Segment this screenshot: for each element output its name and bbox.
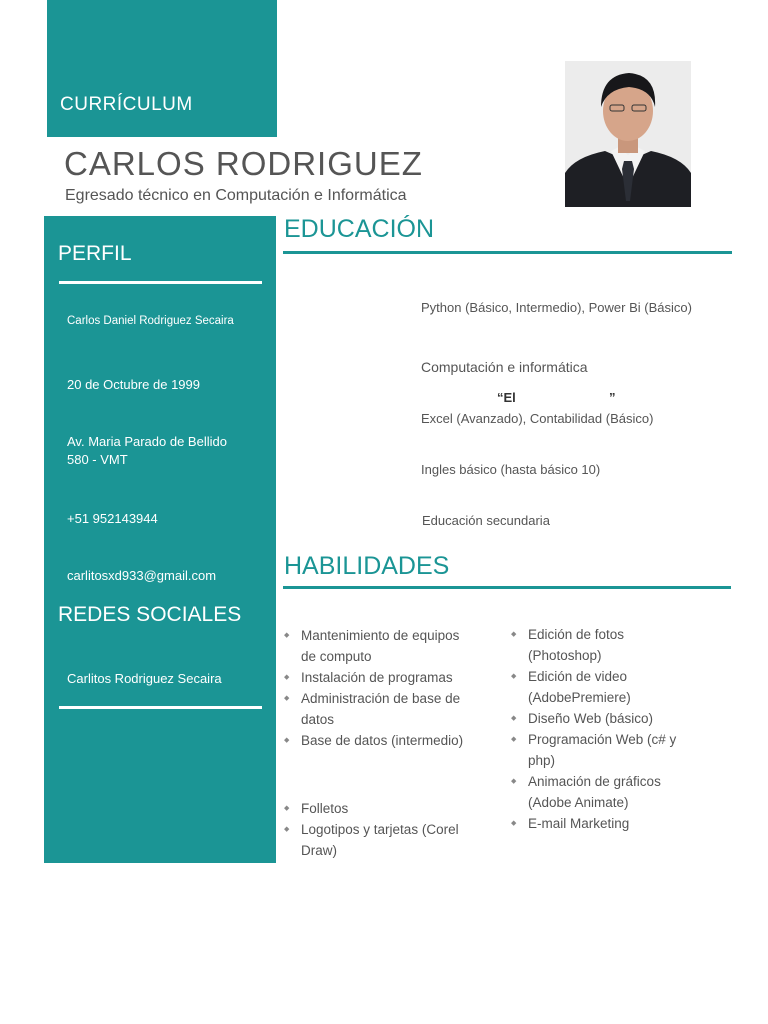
list-item: ◆ Folletos — [284, 798, 469, 819]
profile-phone: +51 952143944 — [67, 511, 158, 526]
list-item: ◆ Diseño Web (básico) — [511, 708, 691, 729]
skills-title: HABILIDADES — [284, 552, 450, 580]
skills-divider — [283, 586, 731, 589]
list-item: ◆ Base de datos (intermedio) — [284, 730, 469, 751]
profile-full-name: Carlos Daniel Rodriguez Secaira — [67, 315, 234, 327]
list-item: ◆ Mantenimiento de equipos de computo — [284, 625, 469, 667]
education-title: EDUCACIÓN — [284, 215, 435, 243]
document-label: CURRÍCULUM — [60, 94, 193, 115]
list-item: ◆ Programación Web (c# y php) — [511, 729, 691, 771]
profile-address-line2: 580 - VMT — [67, 452, 128, 467]
education-divider — [283, 251, 732, 254]
list-item: ◆ E-mail Marketing — [511, 813, 691, 834]
social-name: Carlitos Rodriguez Secaira — [67, 671, 222, 686]
header-banner — [47, 0, 277, 137]
list-item: ◆ Logotipos y tarjetas (Corel Draw) — [284, 819, 469, 861]
profile-address-line1: Av. Maria Parado de Bellido — [67, 434, 227, 449]
perfil-divider — [59, 281, 262, 284]
education-line: Computación e informática — [421, 359, 588, 375]
profile-email: carlitosxd933@gmail.com — [67, 568, 217, 583]
education-line: Educación secundaria — [422, 513, 550, 528]
education-quote-close: ” — [609, 390, 616, 405]
list-item: ◆ Edición de fotos (Photoshop) — [511, 624, 691, 666]
education-line: Excel (Avanzado), Contabilidad (Básico) — [421, 411, 654, 426]
skills-list-left-bottom — [284, 798, 469, 861]
education-line: Ingles básico (hasta básico 10) — [421, 462, 601, 477]
candidate-subtitle: Egresado técnico en Computación e Informática — [65, 187, 407, 204]
social-heading: REDES SOCIALES — [58, 603, 242, 626]
list-item: ◆ Instalación de programas — [284, 667, 469, 688]
list-item: ◆ Administración de base de datos — [284, 688, 469, 730]
profile-birth-date: 20 de Octubre de 1999 — [67, 377, 200, 392]
education-quote-open: “El — [497, 390, 516, 405]
profile-photo — [565, 61, 691, 207]
candidate-name: CARLOS RODRIGUEZ — [64, 145, 423, 182]
skills-list-left-top — [284, 625, 469, 751]
social-divider — [59, 706, 262, 709]
list-item: ◆ Edición de video (AdobePremiere) — [511, 666, 691, 708]
person-photo-icon — [565, 61, 691, 207]
skills-list-right — [511, 624, 691, 834]
list-item: ◆ Animación de gráficos (Adobe Animate) — [511, 771, 691, 813]
education-line: Python (Básico, Intermedio), Power Bi (Básico) — [421, 300, 692, 315]
perfil-heading: PERFIL — [58, 242, 132, 265]
